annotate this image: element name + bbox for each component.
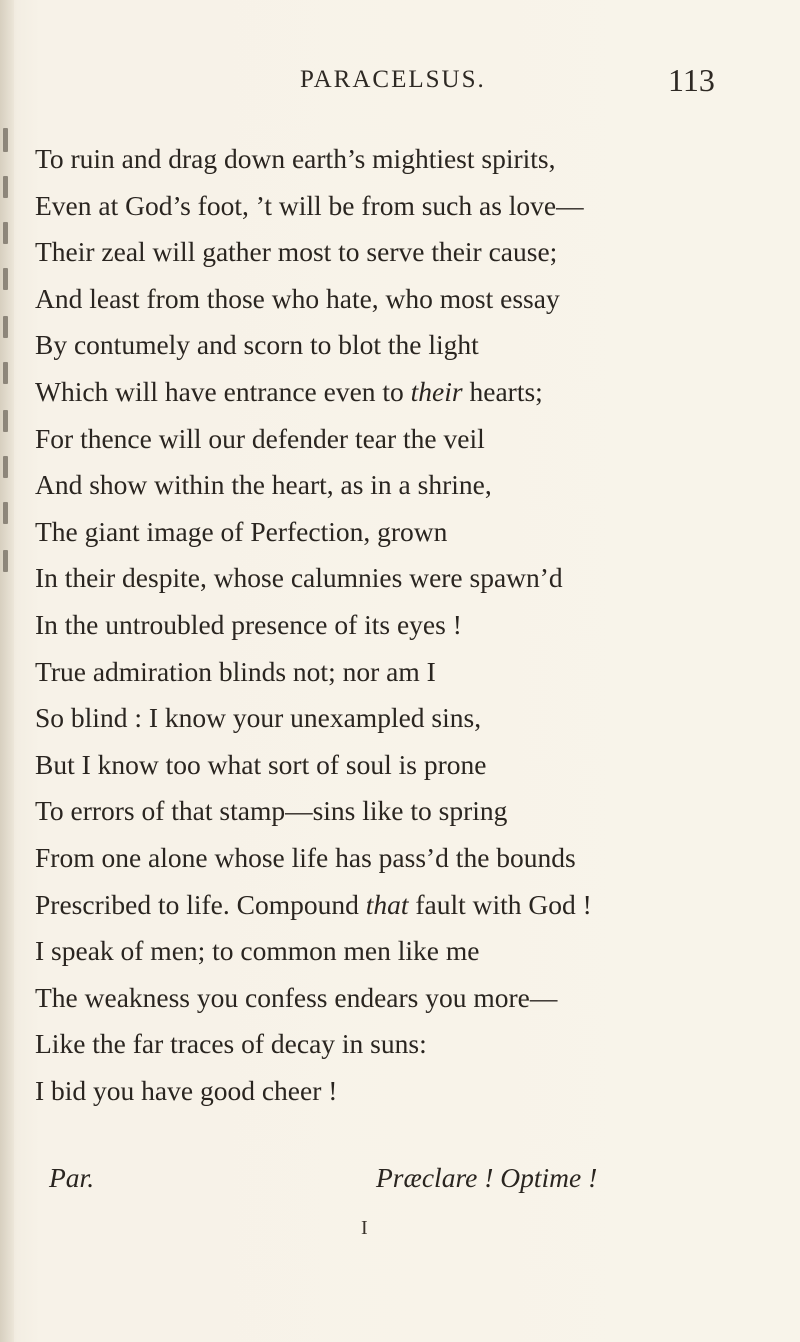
poem-line: In the untroubled presence of its eyes !: [35, 608, 462, 640]
margin-mark: [3, 502, 8, 524]
poem-line: I bid you have good cheer !: [35, 1074, 338, 1106]
speaker-name: Par.: [49, 1162, 95, 1193]
italic-word: that: [365, 888, 409, 920]
italic-word: their: [410, 375, 463, 407]
poem-line-start: Which will have entrance even to: [35, 375, 404, 407]
poem-line: To errors of that stamp—sins like to spring: [35, 795, 508, 827]
poem-line: And least from those who hate, who most essay: [35, 282, 560, 314]
margin-mark: [3, 176, 8, 198]
poem-line: In their despite, whose calumnies were spawn’d: [35, 562, 563, 594]
poem-line: [35, 369, 795, 416]
poem-line: I speak of men; to common men like me: [35, 935, 480, 967]
poem-line: So blind : I know your unexampled sins,: [35, 702, 482, 734]
margin-mark: [3, 222, 8, 244]
poem-text: [35, 136, 795, 1114]
poem-line-end: hearts;: [462, 375, 543, 407]
poem-line-start: Prescribed to life. Compound: [35, 888, 359, 920]
poem-line: To ruin and drag down earth’s mightiest spirits,: [35, 143, 556, 174]
margin-mark: [3, 362, 8, 384]
margin-mark: [3, 316, 8, 338]
margin-mark: [3, 128, 8, 152]
dialogue-line: [0, 1162, 800, 1202]
poem-line: True admiration blinds not; nor am I: [35, 655, 436, 687]
poem-line: The weakness you confess endears you more—: [35, 981, 558, 1013]
poem-line: For thence will our defender tear the veil: [35, 422, 485, 454]
margin-mark: [3, 550, 8, 572]
running-title: PARACELSUS.: [300, 66, 486, 93]
poem-line: From one alone whose life has pass’d the bounds: [35, 841, 576, 873]
page-number: 113: [668, 62, 715, 98]
poem-line: Like the far traces of decay in suns:: [35, 1028, 427, 1060]
margin-mark: [3, 456, 8, 478]
poem-line: [35, 882, 795, 929]
signature-mark: I: [361, 1217, 368, 1239]
margin-mark: [3, 268, 8, 290]
page-gutter: [0, 0, 14, 1342]
poem-line: And show within the heart, as in a shrine,: [35, 469, 492, 501]
poem-line: By contumely and scorn to blot the light: [35, 329, 479, 361]
margin-mark: [3, 410, 8, 432]
poem-line: The giant image of Perfection, grown: [35, 515, 448, 547]
speaker-reply: Præclare ! Optime !: [376, 1162, 598, 1193]
poem-line-end: fault with God !: [408, 888, 592, 920]
poem-line: Even at God’s foot, ’t will be from such as love—: [35, 189, 584, 221]
poem-line: But I know too what sort of soul is prone: [35, 748, 487, 780]
poem-line: Their zeal will gather most to serve their cause;: [35, 236, 558, 268]
running-head: [0, 62, 800, 102]
